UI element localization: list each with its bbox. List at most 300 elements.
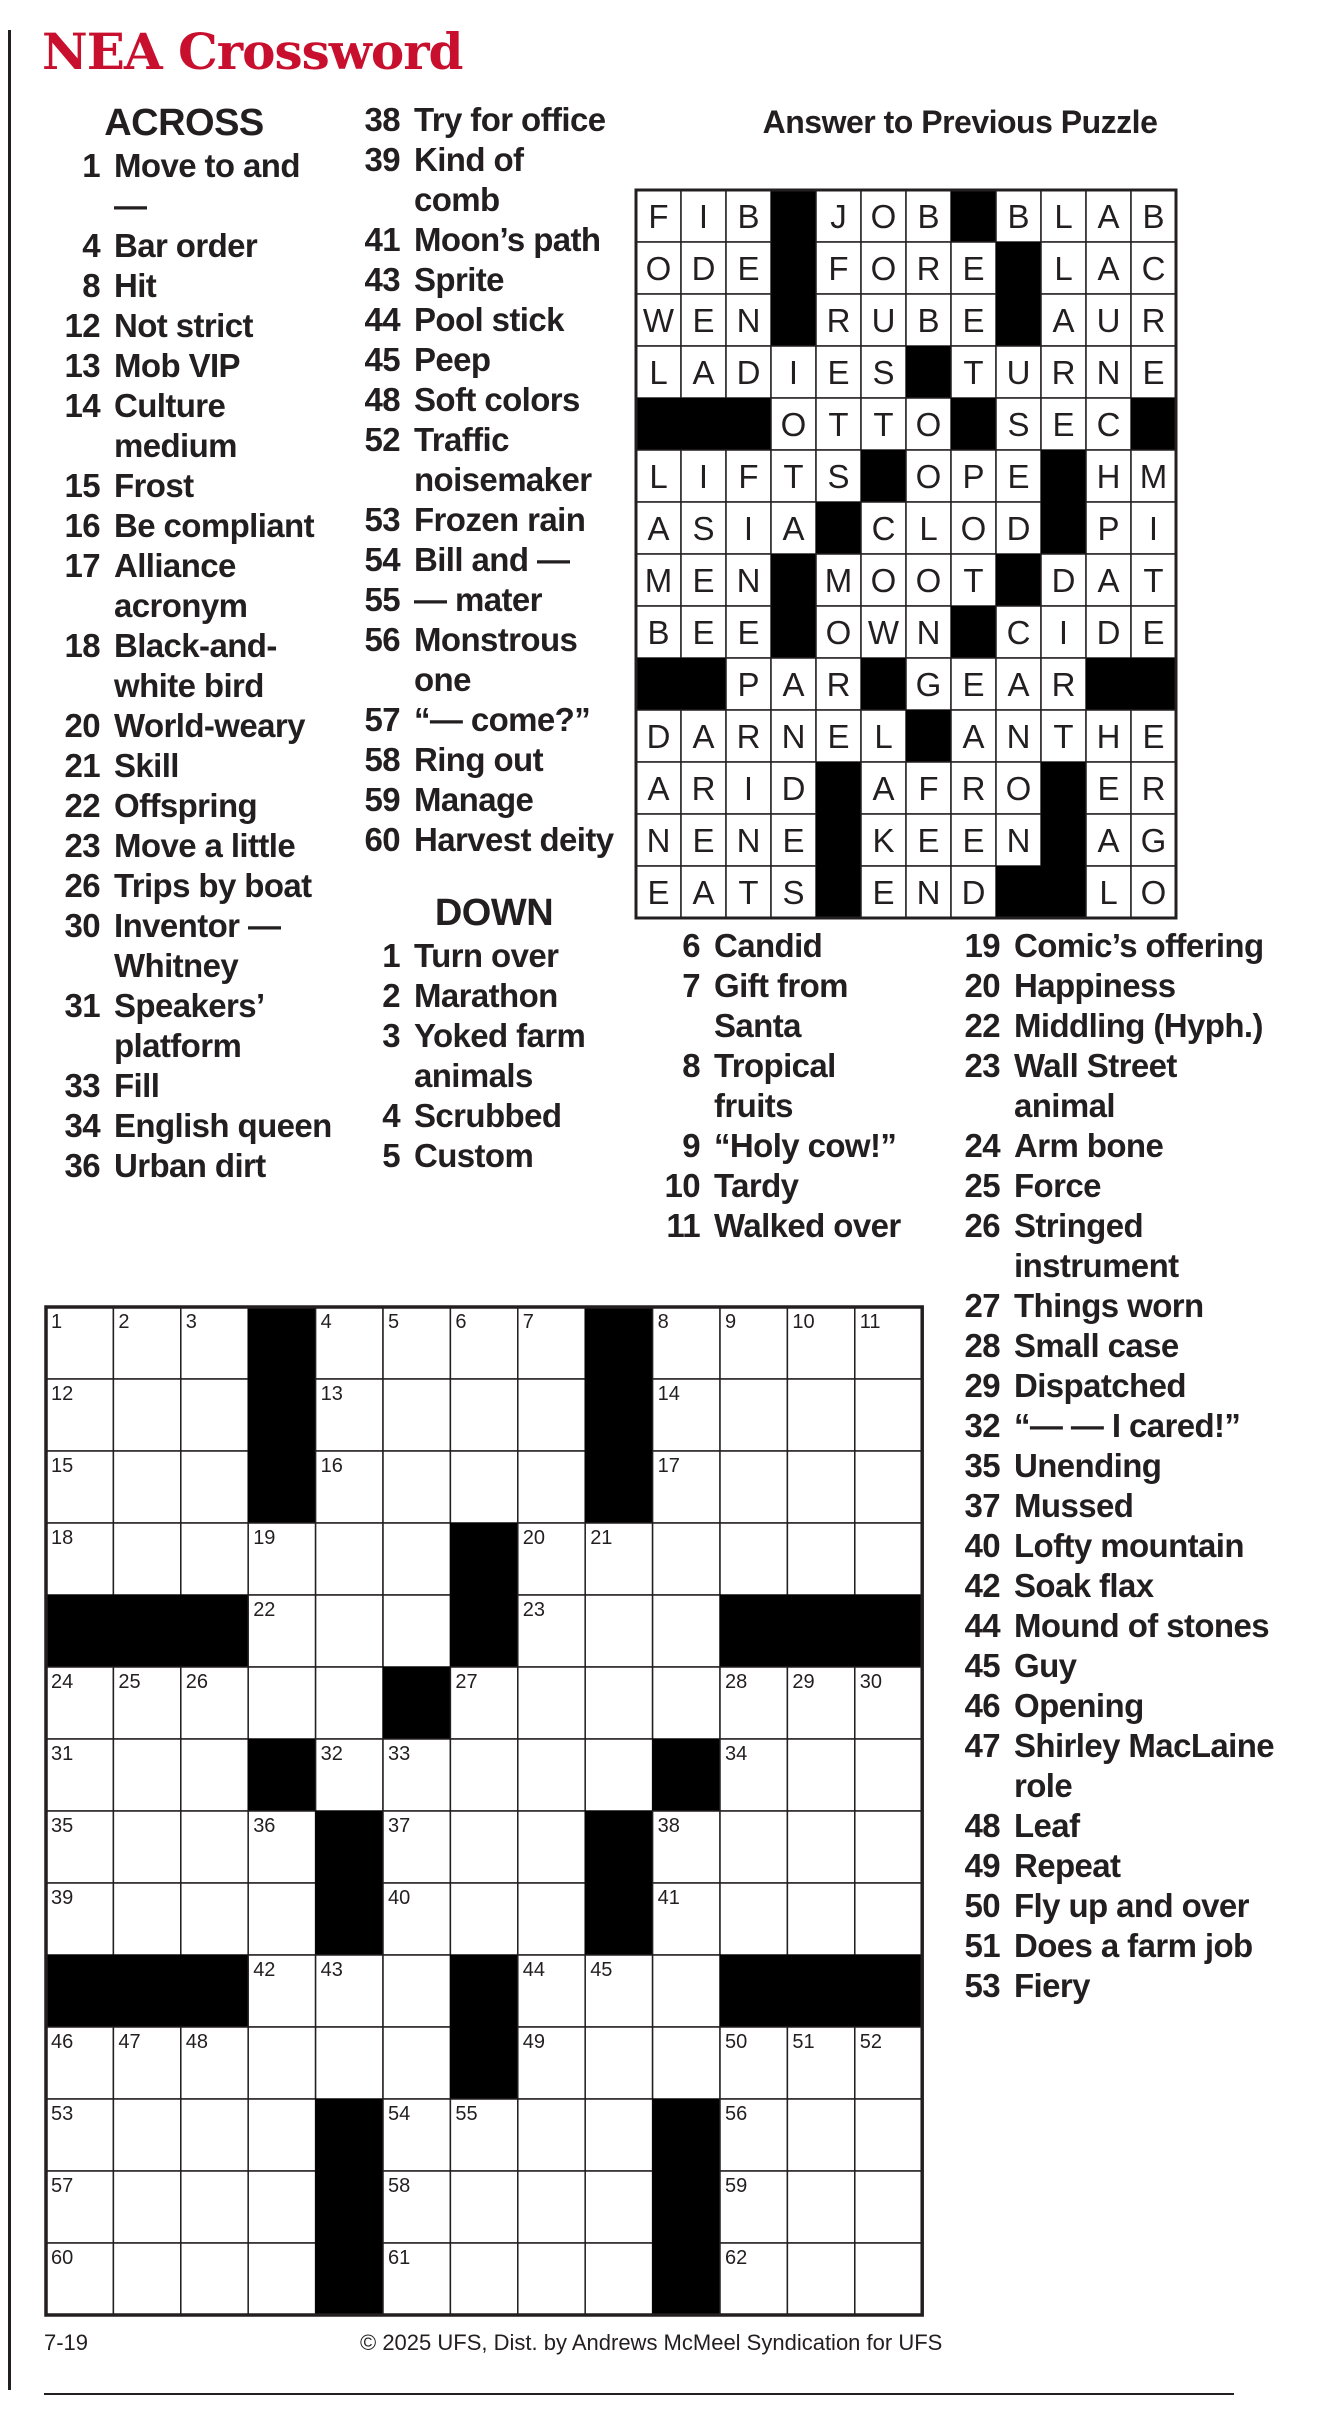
answer-block	[771, 554, 816, 606]
answer-letter: T	[963, 354, 984, 391]
grid-cell[interactable]	[787, 1739, 854, 1811]
grid-cell[interactable]	[855, 1739, 922, 1811]
down-clue-2	[344, 976, 644, 1016]
grid-block	[854, 1595, 922, 1668]
clue-text: Mob VIP	[114, 347, 240, 384]
grid-cell[interactable]	[113, 2171, 180, 2243]
grid-cell[interactable]	[181, 1451, 248, 1523]
grid-cell[interactable]	[181, 2099, 248, 2171]
grid-cell[interactable]	[787, 2099, 854, 2171]
cell-number: 34	[725, 1743, 748, 1765]
clue-text: Candid	[714, 927, 823, 964]
clue-text: Hit	[114, 267, 157, 304]
grid-block	[180, 1595, 248, 1668]
answer-letter: O	[915, 406, 942, 443]
answer-letter: E	[1142, 614, 1165, 651]
clue-number: 26	[964, 1207, 1000, 1244]
cell-number: 5	[388, 1311, 400, 1333]
grid-block	[450, 1523, 518, 1596]
grid-block	[854, 1955, 922, 2028]
grid-cell[interactable]	[181, 1379, 248, 1451]
answer-letter: M	[644, 562, 673, 599]
clue-number: 14	[64, 387, 100, 424]
grid-cell[interactable]	[248, 2099, 315, 2171]
grid-cell[interactable]	[248, 2171, 315, 2243]
grid-cell[interactable]	[518, 1739, 585, 1811]
down-clue-6	[644, 926, 914, 966]
answer-block	[816, 814, 861, 866]
answer-letter: H	[1096, 458, 1121, 495]
cell-number: 12	[51, 1383, 74, 1405]
answer-letter: N	[1096, 354, 1121, 391]
clue-number: 39	[364, 141, 400, 178]
clue-text: Shirley MacLaine role	[1014, 1727, 1275, 1804]
down-clue-50	[944, 1886, 1274, 1926]
grid-cell[interactable]	[450, 1379, 517, 1451]
clue-text: Soft colors	[414, 381, 580, 418]
grid-cell[interactable]	[653, 1523, 720, 1595]
answer-letter: E	[962, 302, 985, 339]
across-clue-58	[344, 740, 614, 780]
answer-block	[996, 866, 1041, 918]
grid-cell[interactable]	[113, 1523, 180, 1595]
across-clue-14	[44, 386, 334, 466]
answer-letter: S	[692, 510, 715, 547]
answer-letter: O	[915, 458, 942, 495]
grid-block	[652, 2243, 720, 2316]
grid-cell[interactable]	[518, 2243, 585, 2315]
grid-block	[787, 1955, 855, 2028]
grid-cell[interactable]	[450, 1811, 517, 1883]
grid-cell[interactable]	[518, 2099, 585, 2171]
clue-text: Leaf	[1014, 1807, 1080, 1844]
answer-letter: A	[692, 874, 715, 911]
grid-block	[46, 1955, 114, 2028]
answer-letter: U	[1096, 302, 1121, 339]
answer-letter: R	[961, 770, 986, 807]
grid-cell[interactable]	[383, 1955, 450, 2027]
answer-block	[816, 502, 861, 554]
grid-cell[interactable]	[113, 2099, 180, 2171]
grid-cell[interactable]	[316, 1523, 383, 1595]
grid-cell[interactable]	[113, 2243, 180, 2315]
cell-number: 45	[590, 1959, 613, 1981]
clue-number: 18	[64, 627, 100, 664]
grid-cell[interactable]	[855, 2243, 922, 2315]
cell-number: 18	[51, 1527, 74, 1549]
cell-number: 13	[320, 1383, 343, 1405]
grid-cell[interactable]	[450, 2171, 517, 2243]
answer-letter: O	[825, 614, 852, 651]
answer-letter: F	[918, 770, 939, 807]
across-clue-16	[44, 506, 334, 546]
clue-number: 11	[666, 1207, 700, 1244]
down-clue-27	[944, 1286, 1274, 1326]
clue-number: 4	[82, 227, 100, 264]
down-clue-26	[944, 1206, 1274, 1286]
grid-block	[180, 1955, 248, 2028]
grid-cell[interactable]	[113, 1883, 180, 1955]
down-clue-4	[344, 1096, 644, 1136]
cell-number: 60	[51, 2247, 74, 2269]
cell-number: 20	[522, 1527, 546, 1549]
clue-number: 20	[64, 707, 100, 744]
down-clue-10	[644, 1166, 914, 1206]
grid-cell[interactable]	[653, 1595, 720, 1667]
answer-letter: I	[743, 510, 754, 547]
clue-number: 43	[364, 261, 400, 298]
grid-cell[interactable]	[248, 1883, 315, 1955]
grid-cell[interactable]	[855, 1811, 922, 1883]
clue-text: Marathon	[414, 977, 558, 1014]
grid-cell[interactable]	[585, 1595, 652, 1667]
across-clue-39	[344, 140, 614, 220]
answer-letter: E	[827, 354, 850, 391]
grid-cell[interactable]	[181, 1523, 248, 1595]
grid-cell[interactable]	[787, 1883, 854, 1955]
down-clue-35	[944, 1446, 1274, 1486]
answer-letter: A	[692, 718, 715, 755]
clue-number: 22	[64, 787, 100, 824]
clue-text: Frost	[114, 467, 194, 504]
grid-cell[interactable]	[248, 2243, 315, 2315]
answer-block	[681, 398, 726, 450]
clue-text: Trips by boat	[114, 867, 312, 904]
down-clue-11	[644, 1206, 914, 1246]
grid-cell[interactable]	[518, 1379, 585, 1451]
answer-letter: A	[782, 666, 805, 703]
grid-cell[interactable]	[787, 1811, 854, 1883]
grid-cell[interactable]	[585, 2027, 652, 2099]
answer-letter: T	[963, 562, 984, 599]
grid-cell[interactable]	[383, 1523, 450, 1595]
grid-cell[interactable]	[518, 1883, 585, 1955]
grid-cell[interactable]	[653, 1667, 720, 1739]
cell-number: 51	[792, 2031, 815, 2053]
grid-cell[interactable]	[585, 1739, 652, 1811]
answer-letter: R	[1051, 354, 1076, 391]
grid-cell[interactable]	[720, 1379, 787, 1451]
answer-block	[1041, 866, 1086, 918]
clue-text: Fiery	[1014, 1967, 1090, 2004]
clue-number: 5	[382, 1137, 400, 1174]
answer-letter: S	[827, 458, 850, 495]
across-clue-22	[44, 786, 334, 826]
answer-letter: B	[1007, 198, 1030, 235]
answer-letter: E	[692, 562, 715, 599]
across-clue-55	[344, 580, 614, 620]
answer-letter: A	[647, 770, 670, 807]
clue-number: 37	[964, 1487, 1000, 1524]
grid-cell[interactable]	[585, 1667, 652, 1739]
clue-text: Black-and-white bird	[114, 627, 277, 704]
answer-letter: O	[960, 510, 987, 547]
grid-cell[interactable]	[518, 1451, 585, 1523]
grid-cell[interactable]	[450, 1739, 517, 1811]
clue-number: 33	[64, 1067, 100, 1104]
cell-number: 62	[725, 2247, 748, 2269]
across-clue-18	[44, 626, 334, 706]
grid-cell[interactable]	[113, 1451, 180, 1523]
across-clue-54	[344, 540, 614, 580]
answer-letter: R	[1051, 666, 1076, 703]
cell-number: 1	[51, 1311, 63, 1333]
answer-letter: L	[649, 458, 668, 495]
across-clue-48	[344, 380, 614, 420]
down-clue-19	[944, 926, 1274, 966]
bottom-rule	[44, 2393, 1234, 2395]
clue-number: 38	[364, 101, 400, 138]
page-title: NEA Crossword	[42, 22, 463, 81]
clue-text: Force	[1014, 1167, 1101, 1204]
down-clue-24	[944, 1126, 1274, 1166]
answer-letter: D	[646, 718, 671, 755]
grid-cell[interactable]	[518, 2171, 585, 2243]
answer-letter: B	[737, 198, 760, 235]
clue-text: Inventor — Whitney	[114, 907, 281, 984]
answer-letter: A	[782, 510, 805, 547]
grid-cell[interactable]	[585, 2243, 652, 2315]
grid-cell[interactable]	[720, 1523, 787, 1595]
clue-number: 4	[382, 1097, 400, 1134]
cell-number: 9	[725, 1311, 737, 1333]
answer-block	[816, 866, 861, 918]
clue-number: 29	[964, 1367, 1000, 1404]
grid-block	[46, 1595, 114, 1668]
cell-number: 32	[320, 1743, 343, 1765]
answer-letter: A	[1007, 666, 1030, 703]
clue-number: 28	[964, 1327, 1000, 1364]
grid-cell[interactable]	[181, 1739, 248, 1811]
answer-block	[861, 658, 906, 710]
cell-number: 42	[253, 1959, 276, 1981]
grid-cell[interactable]	[518, 1811, 585, 1883]
grid-cell[interactable]	[720, 1883, 787, 1955]
cell-number: 36	[253, 1815, 276, 1837]
clue-text: Urban dirt	[114, 1147, 266, 1184]
answer-letter: S	[782, 874, 805, 911]
grid-cell[interactable]	[248, 2027, 315, 2099]
grid-cell[interactable]	[383, 2027, 450, 2099]
answer-letter: N	[646, 822, 671, 859]
grid-cell[interactable]	[855, 2099, 922, 2171]
clue-number: 56	[364, 621, 400, 658]
grid-cell[interactable]	[787, 1379, 854, 1451]
grid-block	[585, 1811, 653, 1884]
answer-block	[1041, 762, 1086, 814]
cell-number: 57	[51, 2175, 74, 2197]
cell-number: 40	[388, 1887, 411, 1909]
answer-block	[681, 658, 726, 710]
down-clue-25	[944, 1166, 1274, 1206]
grid-cell[interactable]	[450, 1451, 517, 1523]
down-clue-22	[944, 1006, 1274, 1046]
answer-letter: H	[1096, 718, 1121, 755]
grid-cell[interactable]	[113, 1811, 180, 1883]
grid-cell[interactable]	[787, 1451, 854, 1523]
grid-cell[interactable]	[450, 2243, 517, 2315]
grid-block	[315, 2243, 383, 2316]
grid-cell[interactable]	[248, 1667, 315, 1739]
answer-letter: I	[1058, 614, 1069, 651]
cell-number: 17	[657, 1455, 680, 1477]
down-clue-28	[944, 1326, 1274, 1366]
clue-text: Offspring	[114, 787, 258, 824]
clue-text: Happiness	[1014, 967, 1176, 1004]
answer-letter: L	[649, 354, 668, 391]
grid-cell[interactable]	[787, 2171, 854, 2243]
across-clue-30	[44, 906, 334, 986]
grid-cell[interactable]	[383, 1451, 450, 1523]
answer-block	[771, 242, 816, 294]
grid-cell[interactable]	[181, 1883, 248, 1955]
answer-block	[906, 346, 951, 398]
clue-number: 44	[964, 1607, 1000, 1644]
answer-letter: D	[1096, 614, 1121, 651]
answer-letter: E	[1097, 770, 1120, 807]
clue-text: Fill	[114, 1067, 160, 1104]
grid-cell[interactable]	[181, 2243, 248, 2315]
grid-cell[interactable]	[518, 1667, 585, 1739]
cell-number: 50	[725, 2031, 748, 2053]
grid-cell[interactable]	[181, 1811, 248, 1883]
answer-letter: U	[1006, 354, 1031, 391]
down-clue-23	[944, 1046, 1274, 1126]
clue-text: Speakers’ platform	[114, 987, 263, 1064]
grid-cell[interactable]	[720, 1451, 787, 1523]
clue-text: Peep	[414, 341, 491, 378]
down-column-2	[644, 926, 944, 1246]
answer-letter: L	[874, 718, 893, 755]
answer-block	[816, 762, 861, 814]
clue-text: Tardy	[714, 1167, 799, 1204]
clue-text: Yoked farm animals	[414, 1017, 586, 1094]
clue-text: English queen	[114, 1107, 332, 1144]
across-clue-17	[44, 546, 334, 626]
grid-cell[interactable]	[720, 1811, 787, 1883]
clue-text: Not strict	[114, 307, 253, 344]
answer-letter: T	[828, 406, 849, 443]
down-column-3	[944, 926, 1274, 2006]
across-clue-23	[44, 826, 334, 866]
grid-block	[720, 1955, 788, 2028]
clue-text: Soak flax	[1014, 1567, 1154, 1604]
grid-cell[interactable]	[855, 2171, 922, 2243]
across-clue-57	[344, 700, 614, 740]
cell-number: 4	[320, 1311, 332, 1333]
clue-number: 49	[964, 1847, 1000, 1884]
grid-cell[interactable]	[316, 1595, 383, 1667]
answer-letter: P	[737, 666, 760, 703]
clue-number: 53	[964, 1967, 1000, 2004]
grid-cell[interactable]	[383, 1595, 450, 1667]
down-clue-51	[944, 1926, 1274, 1966]
cell-number: 39	[51, 1887, 74, 1909]
answer-letter: L	[1054, 250, 1073, 287]
cell-number: 31	[51, 1743, 74, 1765]
cell-number: 11	[859, 1311, 881, 1333]
answer-block	[906, 710, 951, 762]
across-clue-20	[44, 706, 334, 746]
grid-cell[interactable]	[585, 2099, 652, 2171]
grid-cell[interactable]	[855, 1523, 922, 1595]
grid-cell[interactable]	[316, 1667, 383, 1739]
grid-block	[113, 1955, 181, 2028]
clue-number: 1	[382, 937, 400, 974]
grid-cell[interactable]	[383, 1379, 450, 1451]
clue-number: 40	[964, 1527, 1000, 1564]
clue-number: 32	[964, 1407, 1000, 1444]
answer-letter: I	[788, 354, 799, 391]
across-column-2	[344, 100, 644, 1176]
grid-cell[interactable]	[585, 2171, 652, 2243]
answer-block	[771, 294, 816, 346]
answer-letter: G	[1140, 822, 1167, 859]
answer-block	[771, 606, 816, 658]
answer-letter: C	[1006, 614, 1031, 651]
answer-letter: E	[1007, 458, 1030, 495]
answer-block	[1041, 814, 1086, 866]
answer-letter: A	[647, 510, 670, 547]
cell-number: 10	[792, 1311, 815, 1333]
down-heading: DOWN	[434, 892, 554, 934]
answer-letter: E	[737, 250, 760, 287]
grid-cell[interactable]	[653, 1955, 720, 2027]
answer-block	[951, 606, 996, 658]
down-clue-32	[944, 1406, 1274, 1446]
puzzle-grid[interactable]	[44, 1305, 928, 2317]
footer-date: 7-19	[44, 2330, 89, 2355]
grid-block	[652, 1739, 720, 1812]
clue-number: 15	[64, 467, 100, 504]
cell-number: 30	[859, 1671, 883, 1693]
grid-block	[315, 2171, 383, 2244]
across-clue-52	[344, 420, 614, 500]
grid-cell[interactable]	[113, 1379, 180, 1451]
grid-cell[interactable]	[653, 2027, 720, 2099]
grid-block	[720, 1595, 788, 1668]
cell-number: 15	[51, 1455, 74, 1477]
clue-text: Does a farm job	[1014, 1927, 1253, 1964]
answer-block	[1131, 398, 1176, 450]
grid-cell[interactable]	[113, 1739, 180, 1811]
clue-text: Arm bone	[1014, 1127, 1164, 1164]
grid-cell[interactable]	[855, 1883, 922, 1955]
clue-number: 7	[682, 967, 700, 1004]
answer-letter: E	[692, 822, 715, 859]
answer-letter: E	[692, 614, 715, 651]
answer-letter: J	[830, 198, 847, 235]
clue-text: World-weary	[114, 707, 305, 744]
grid-cell[interactable]	[450, 1883, 517, 1955]
clue-text: Dispatched	[1014, 1367, 1186, 1404]
answer-letter: R	[691, 770, 716, 807]
across-clue-8	[44, 266, 334, 306]
cell-number: 41	[657, 1887, 680, 1909]
cell-number: 49	[522, 2031, 546, 2053]
grid-cell[interactable]	[787, 1523, 854, 1595]
clue-number: 57	[364, 701, 400, 738]
down-clue-49	[944, 1846, 1274, 1886]
across-clue-33	[44, 1066, 334, 1106]
grid-cell[interactable]	[181, 2171, 248, 2243]
grid-cell[interactable]	[787, 2243, 854, 2315]
answer-letter: O	[1140, 874, 1167, 911]
grid-cell[interactable]	[855, 1451, 922, 1523]
grid-block	[450, 1595, 518, 1668]
grid-cell[interactable]	[855, 1379, 922, 1451]
grid-cell[interactable]	[316, 2027, 383, 2099]
